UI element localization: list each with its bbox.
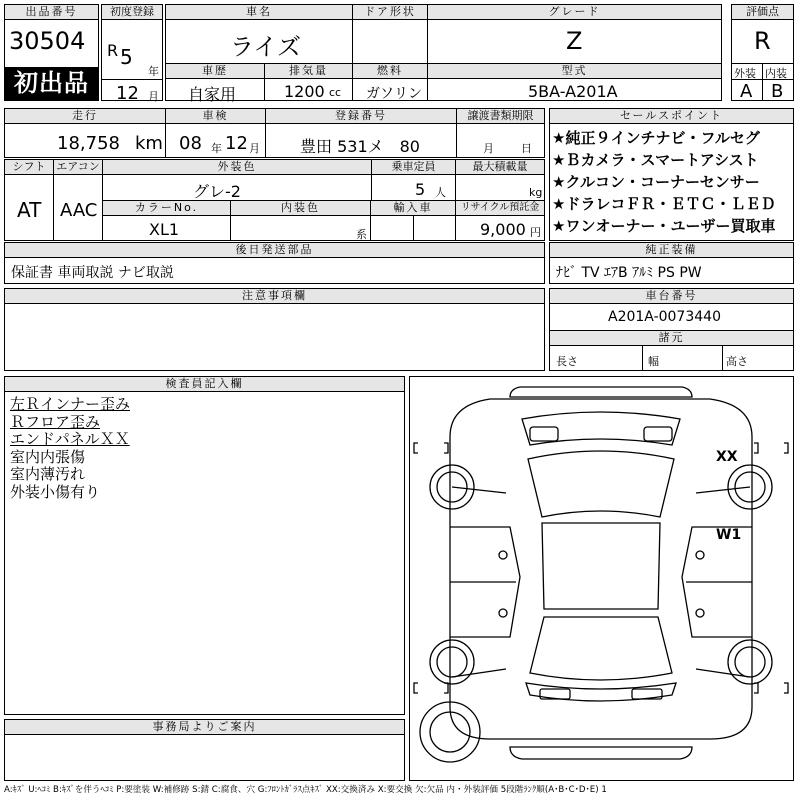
ac-label: エアコン <box>54 160 103 175</box>
lot-number: 30504 <box>9 27 86 55</box>
inspector-note: エンドパネルＸＸ <box>10 430 130 448</box>
history-label: 車歴 <box>166 64 265 79</box>
inspector-note: 外装小傷有り <box>10 482 101 501</box>
rear-window <box>530 617 672 680</box>
displacement-unit: cc <box>329 86 342 99</box>
inspector-label: 検査員記入欄 <box>5 377 404 392</box>
inspector-notes <box>10 396 130 501</box>
interior-grade: B <box>771 81 784 102</box>
inspection-year: 08 <box>179 133 202 154</box>
displacement-label: 排気量 <box>265 64 353 79</box>
shift-value: AT <box>17 198 42 222</box>
recycle-label: リサイクル預託金 <box>456 201 544 216</box>
sales-point: ★ワンオーナー・ユーザー買取車 <box>552 217 776 235</box>
damage-mark-xx: XX <box>716 449 738 465</box>
fuel-label: 燃料 <box>353 64 428 79</box>
exterior-grade: A <box>740 81 753 102</box>
max-load-unit: kg <box>529 186 543 199</box>
inspector-note: 室内薄汚れ <box>10 465 86 483</box>
ac-value: AAC <box>60 200 98 221</box>
parts-label: 後日発送部品 <box>5 243 544 258</box>
width-label: 幅 <box>648 355 659 368</box>
inspection-month-unit: 月 <box>249 142 260 155</box>
fuel-value: ガソリン <box>366 86 422 102</box>
ext-color-label: 外装色 <box>103 160 372 175</box>
car-name-label: 車名 <box>166 5 353 20</box>
color-no-label: カラーNo. <box>103 201 231 216</box>
year-unit: 年 <box>148 65 159 78</box>
first-registration-year: 5 <box>120 45 133 69</box>
mileage-label: 走行 <box>5 109 166 124</box>
inspection-year-unit: 年 <box>211 142 222 155</box>
parts-box <box>4 242 545 284</box>
parts-value: 保証書 車両取説 ナビ取説 <box>11 265 174 281</box>
length-label: 長さ <box>556 355 578 368</box>
genuine-equipment-box <box>549 242 794 284</box>
genuine-equipment-value: ﾅﾋﾞ TV ｴｱB ｱﾙﾐ PS PW <box>556 265 702 281</box>
mileage-unit: km <box>135 133 163 154</box>
capacity-value: 5 <box>415 180 426 199</box>
exterior-grade-label: 外装 <box>734 67 756 80</box>
sales-points-box <box>549 108 794 241</box>
shift-label: シフト <box>5 160 54 175</box>
mileage-value: 18,758 <box>57 133 120 154</box>
inspector-note: 室内内張傷 <box>10 447 86 466</box>
color-no-value: XL1 <box>149 220 180 239</box>
interior-grade-label: 内装 <box>765 67 787 80</box>
ext-color-value: グレ-2 <box>193 182 241 201</box>
dimensions-label: 諸元 <box>550 330 793 346</box>
month-unit: 月 <box>148 90 159 103</box>
spec-box <box>4 159 545 241</box>
damage-mark-w1: W1 <box>716 527 742 543</box>
displacement-value: 1200 <box>284 82 325 101</box>
chassis-number: A201A-0073440 <box>608 309 721 325</box>
inspector-note: Ｒフロア歪み <box>10 412 101 431</box>
caution-label: 注意事項欄 <box>5 289 544 304</box>
capacity-label: 乗車定員 <box>372 160 456 175</box>
capacity-unit: 人 <box>435 186 446 199</box>
sales-point: ★Ｂカメラ・スマートアシスト <box>552 151 759 169</box>
model-value: 5BA-A201A <box>528 82 618 101</box>
inspector-box <box>4 376 405 715</box>
first-registration-box <box>101 4 163 104</box>
plate-value: 豊田 531メ 80 <box>300 137 420 156</box>
sales-point: ★純正９インチナビ・フルセグ <box>552 129 760 147</box>
transfer-label: 譲渡書類期限 <box>457 109 544 124</box>
car-diagram <box>410 377 793 780</box>
caution-box <box>4 288 545 371</box>
rear-bumper <box>510 747 692 759</box>
recycle-unit: 円 <box>530 226 541 239</box>
windshield <box>528 451 674 517</box>
genuine-equipment-label: 純正装備 <box>550 243 793 258</box>
sales-points-list <box>552 127 775 237</box>
inspection-label: 車検 <box>166 109 266 124</box>
door-label: ドア形状 <box>353 5 428 20</box>
first-registration-label: 初度登録 <box>102 5 162 20</box>
first-listing-badge: 初出品 <box>5 67 98 100</box>
car-name: ライズ <box>230 33 302 61</box>
int-color-label: 内装色 <box>231 201 371 216</box>
inspection-month: 12 <box>225 133 248 154</box>
import-label: 輸入車 <box>371 201 455 216</box>
legend: A:ｷｽﾞ U:ﾍｺﾐ B:ｷｽﾞを伴うﾍｺﾐ P:要塗装 W:補修跡 S:錆 C:腐食、穴 G:ﾌﾛﾝﾄｶﾞﾗｽ点ｷｽﾞ XX:交換済み X:要交換 欠:欠品 内・外装評価 5段階ﾗﾝｸ順(A･B･C･D･E) 1 <box>4 785 607 795</box>
transfer-month-unit: 月 <box>483 142 494 155</box>
chassis-label: 車台番号 <box>550 289 793 304</box>
car-body-outline <box>450 399 752 739</box>
chassis-box <box>549 288 794 371</box>
score-value: R <box>754 27 771 55</box>
int-color-unit: 系 <box>356 228 367 241</box>
max-load-label: 最大積載量 <box>456 160 544 175</box>
history-value: 自家用 <box>188 85 237 104</box>
grade-label: グレード <box>428 5 721 20</box>
office-notice-box <box>4 719 405 781</box>
sales-points-label: セールスポイント <box>550 109 793 124</box>
model-label: 型式 <box>428 64 721 79</box>
transfer-day-unit: 日 <box>521 142 532 155</box>
lot-number-box <box>4 4 99 101</box>
first-registration-era: R <box>107 41 119 60</box>
front-bumper <box>510 387 692 397</box>
sales-point: ★ドラレコＦＲ・ＥＴＣ・ＬＥＤ <box>552 195 776 213</box>
sales-point: ★クルコン・コーナーセンサー <box>552 173 760 191</box>
height-label: 高さ <box>726 355 748 368</box>
score-label: 評価点 <box>732 5 793 20</box>
vehicle-info-box <box>165 4 722 104</box>
mileage-box <box>4 108 545 158</box>
first-registration-month: 12 <box>116 83 139 104</box>
car-diagram-box <box>409 376 794 781</box>
inspector-note: 左Ｒインナー歪み <box>10 395 131 413</box>
plate-label: 登録番号 <box>266 109 457 124</box>
grade-value: Z <box>566 27 583 55</box>
lot-number-label: 出品番号 <box>5 5 98 20</box>
roof <box>542 523 660 609</box>
recycle-value: 9,000 <box>480 220 526 239</box>
score-box <box>731 4 794 101</box>
office-notice-label: 事務局よりご案内 <box>5 720 404 735</box>
